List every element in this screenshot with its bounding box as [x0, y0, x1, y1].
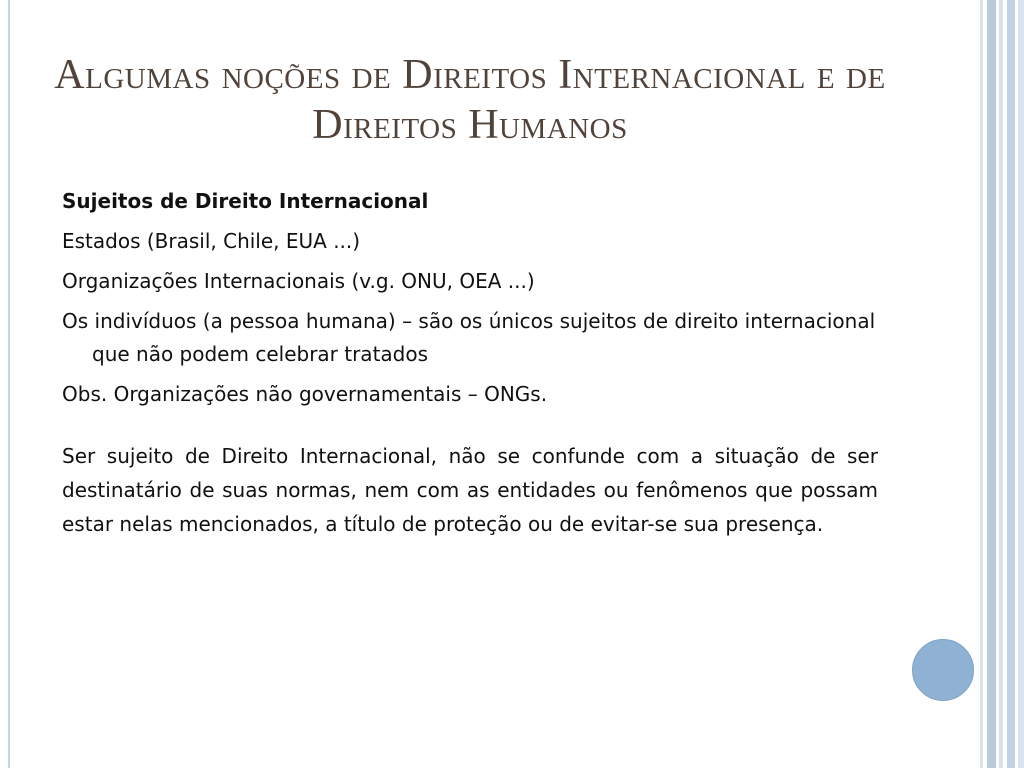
stripe	[987, 0, 996, 768]
slide-title: Algumas noções de Direitos Internacional e de Direitos Humanos	[54, 52, 886, 148]
list-item: Os indivíduos (a pessoa humana) – são os únicos sujeitos de direito internacional que não podem celebrar tratados	[62, 309, 876, 366]
stripe	[999, 0, 1003, 768]
stripe	[1007, 0, 1015, 768]
section-heading: Sujeitos de Direito Internacional	[62, 189, 429, 213]
stripe	[1018, 0, 1024, 768]
left-border-line	[8, 0, 10, 768]
list-item: Organizações Internacionais (v.g. ONU, OEA ...)	[62, 269, 535, 293]
right-decorative-stripes	[980, 0, 1024, 768]
slide-content	[62, 185, 878, 541]
list-item: Estados (Brasil, Chile, EUA ...)	[62, 229, 361, 253]
stripe	[980, 0, 983, 768]
body-paragraph: Ser sujeito de Direito Internacional, não se confunde com a situação de ser destinatário de suas normas, nem com as entidades ou fenômenos que possam estar nelas mencionados, a título de proteção ou de evitar-se sua presença.	[62, 444, 878, 536]
decorative-circle	[912, 639, 974, 701]
list-item: Obs. Organizações não governamentais – ONGs.	[62, 382, 548, 406]
